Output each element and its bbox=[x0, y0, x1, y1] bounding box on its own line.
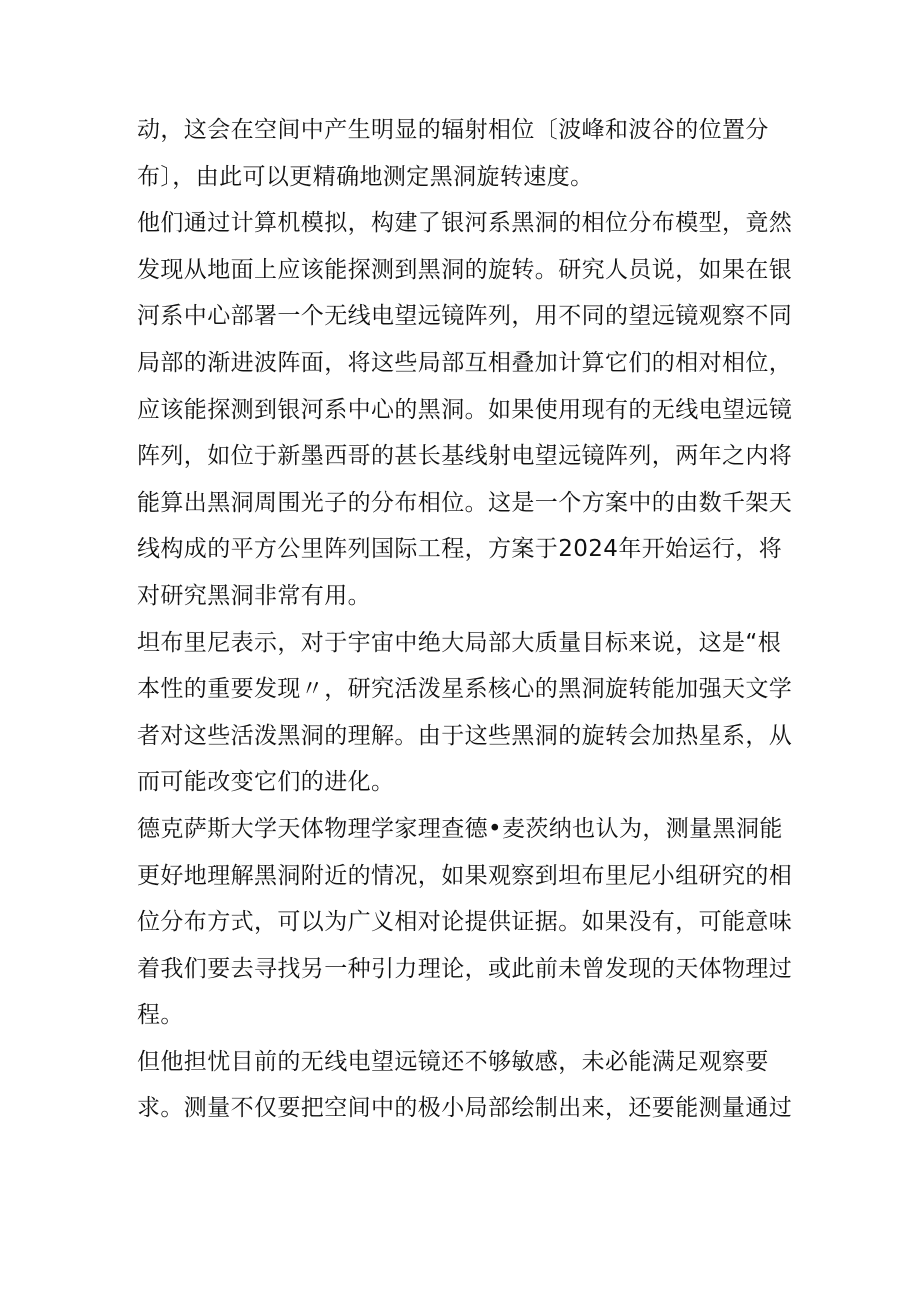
text-line: 而可能改变它们的进化。 bbox=[137, 769, 395, 796]
text-line: 位分布方式，可以为广义相对论提供证据。如果没有，可能意味 bbox=[137, 909, 793, 936]
text-line: 本性的重要发现〃，研究活泼星系核心的黑洞旋转能加强天文学 bbox=[137, 676, 793, 703]
text-line: 河系中心部署一个无线电望远镜阵列，用不同的望远镜观察不同 bbox=[137, 303, 793, 330]
text-line: 他们通过计算机模拟，构建了银河系黑洞的相位分布模型，竟然 bbox=[137, 210, 793, 237]
text-line: 发现从地面上应该能探测到黑洞的旋转。研究人员说，如果在银 bbox=[137, 256, 793, 283]
text-line: 程。 bbox=[137, 1002, 184, 1029]
text-line: 应该能探测到银河系中心的黑洞。如果使用现有的无线电望远镜 bbox=[137, 396, 793, 423]
text-line: 布〕，由此可以更精确地测定黑洞旋转速度。 bbox=[137, 163, 594, 190]
text-line: 对研究黑洞非常有用。 bbox=[137, 582, 371, 609]
paragraph-1 bbox=[137, 107, 789, 200]
text-line: 着我们要去寻找另一种引力理论，或此前未曾发现的天体物理过 bbox=[137, 955, 793, 982]
paragraph-4 bbox=[137, 806, 793, 1039]
paragraph-2 bbox=[137, 200, 793, 619]
text-line: 坦布里尼表示，对于宇宙中绝大局部大质量目标来说，这是“根 bbox=[137, 629, 782, 656]
paragraph-3 bbox=[137, 620, 793, 806]
text-line: 阵列，如位于新墨西哥的甚长基线射电望远镜阵列，两年之内将 bbox=[137, 443, 793, 470]
text-line: 动，这会在空间中产生明显的辐射相位〔波峰和波谷的位置分 bbox=[137, 117, 769, 143]
paragraph-5 bbox=[137, 1039, 793, 1132]
text-line: 者对这些活泼黑洞的理解。由于这些黑洞的旋转会加热星系，从 bbox=[137, 722, 793, 749]
article-body bbox=[137, 107, 793, 1132]
text-line: 但他担忧目前的无线电望远镜还不够敏感，未必能满足观察要 bbox=[137, 1048, 769, 1075]
text-line: 德克萨斯大学天体物理学家理查德•麦茨纳也认为，测量黑洞能 bbox=[137, 815, 783, 842]
text-line: 线构成的平方公里阵列国际工程，方案于2024年开始运行，将 bbox=[137, 536, 783, 563]
text-line: 更好地理解黑洞附近的情况，如果观察到坦布里尼小组研究的相 bbox=[137, 862, 793, 889]
text-line: 局部的渐进波阵面，将这些局部互相叠加计算它们的相对相位， bbox=[137, 349, 793, 376]
text-line: 求。测量不仅要把空间中的极小局部绘制出来，还要能测量通过 bbox=[137, 1095, 793, 1122]
text-line: 能算出黑洞周围光子的分布相位。这是一个方案中的由数千架天 bbox=[137, 489, 793, 516]
